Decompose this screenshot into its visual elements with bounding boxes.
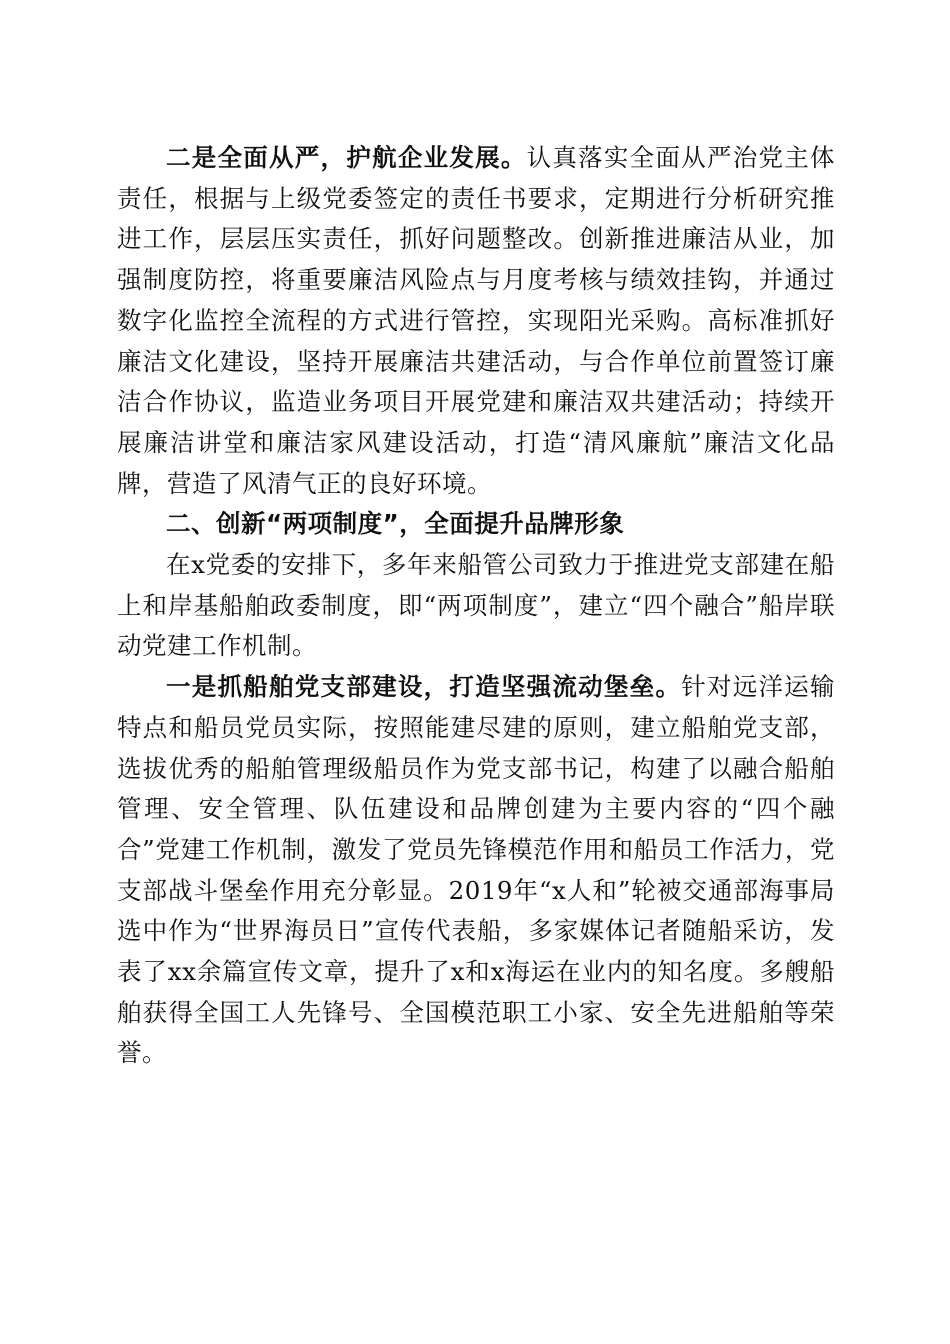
section-heading: 二、创新“两项制度”，全面提升品牌形象	[166, 509, 625, 539]
paragraph-two-systems: 在x党委的安排下，多年来船管公司致力于推进党支部建在船上和岸基船舶政委制度，即“两项制度”，建立“四个融合”船岸联动党建工作机制。	[117, 550, 835, 661]
paragraph-body: 针对远洋运输特点和船员党员实际，按照能建尽建的原则，建立船舶党支部，选拔优秀的船舶管理级船员作为党支部书记，构建了以融合船舶管理、安全管理、队伍建设和品牌创建为主要内容的“四个融合”党建工作机制，激发了党员先锋模范作用和船员工作活力，党支部战斗堡垒作用充分彰显。2019年“x人和”轮被交通部海事局选中作为“世界海员日”宣传代表船，多家媒体记者随船采访，发表了xx余篇宣传文章，提升了x和x海运在业内的知名度。多艘船舶获得全国工人先锋号、全国模范职工小家、安全先进船舶等荣誉。	[117, 672, 836, 1068]
paragraph-lead: 一是抓船舶党支部建设，打造坚强流动堡垒。	[166, 672, 682, 702]
document-page	[117, 138, 835, 1074]
paragraph-lead: 二是全面从严，护航企业发展。	[166, 143, 527, 172]
paragraph-comprehensive-strictness	[117, 138, 835, 504]
paragraph-body: 认真落实全面从严治党主体责任，根据与上级党委签定的责任书要求，定期进行分析研究推进工作，层层压实责任，抓好问题整改。创新推进廉洁从业，加强制度防控，将重要廉洁风险点与月度考核与绩效挂钩，并通过数字化监控全流程的方式进行管控，实现阳光采购。高标准抓好廉洁文化建设，坚持开展廉洁共建活动，与合作单位前置签订廉洁合作协议，监造业务项目开展党建和廉洁双共建活动；持续开展廉洁讲堂和廉洁家风建设活动，打造“清风廉航”廉洁文化品牌，营造了风清气正的良好环境。	[117, 143, 835, 498]
paragraph-ship-party-branch	[117, 667, 835, 1074]
